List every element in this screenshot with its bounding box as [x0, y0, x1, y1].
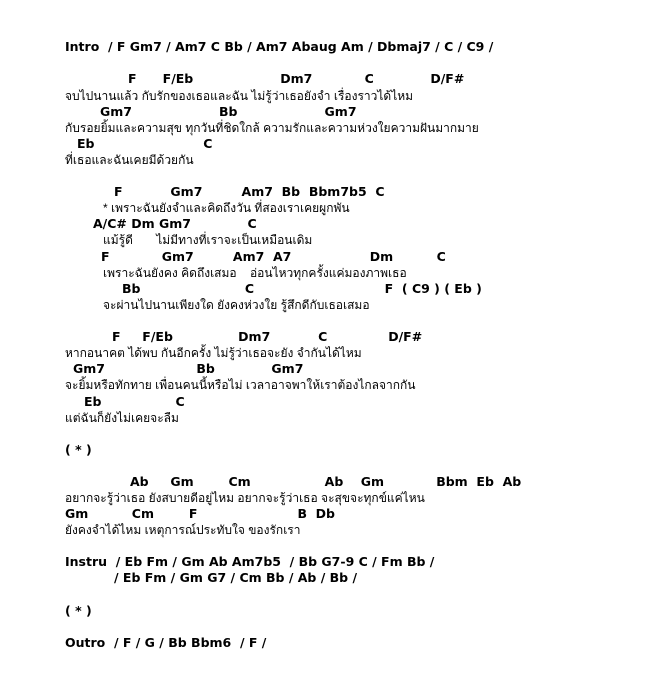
chord-line: A/C# Dm Gm7 C: [93, 216, 257, 231]
instrumental-line: / Eb Fm / Gm G7 / Cm Bb / Ab / Bb /: [114, 570, 358, 585]
chord-line: F F/Eb Dm7 C D/F#: [112, 329, 423, 344]
lyric-line: ยังคงจำได้ไหม เหตุการณ์ประทับใจ ของรักเรา: [65, 523, 301, 537]
lyric-line: จะผ่านไปนานเพียงใด ยังคงห่วงใย รู้สึกดีกับเธอเสมอ: [103, 298, 370, 312]
lyric-line: อยากจะรู้ว่าเธอ ยังสบายดีอยู่ไหม อยากจะรู้ว่าเธอ จะสุขจะทุกข์แค่ไหน: [65, 491, 425, 505]
outro-line: Outro / F / G / Bb Bbm6 / F /: [65, 635, 267, 650]
lyric-line: * เพราะฉันยังจำและคิดถึงวัน ที่สองเราเคยผูกพัน: [103, 201, 350, 215]
chord-line: Gm7 Bb Gm7: [100, 104, 357, 119]
chord-line: Eb C: [84, 394, 185, 409]
lyric-line: จะยิ้มหรือทักทาย เพื่อนคนนี้หรือไม่ เวลาอาจพาให้เราต้องไกลจากกัน: [65, 378, 416, 392]
chord-line: F F/Eb Dm7 C D/F#: [128, 71, 465, 86]
instrumental-line: Instru / Eb Fm / Gm Ab Am7b5 / Bb G7-9 C / Fm Bb /: [65, 554, 435, 569]
chord-line: Bb C F ( C9 ) ( Eb ): [122, 281, 482, 296]
chord-line: Gm7 Bb Gm7: [73, 361, 304, 376]
lyric-line: จบไปนานแล้ว กับรักของเธอและฉัน ไม่รู้ว่าเธอยังจำ เรื่องราวได้ไหม: [65, 89, 414, 103]
intro-line: Intro / F Gm7 / Am7 C Bb / Am7 Abaug Am / Dbmaj7 / C / C9 /: [65, 39, 494, 54]
lyric-line: แม้รู้ดี ไม่มีทางที่เราจะเป็นเหมือนเดิม: [103, 233, 313, 247]
lyric-line: กับรอยยิ้มและความสุข ทุกวันที่ชิดใกล้ ความรักและความห่วงใยความฝันมากมาย: [65, 121, 479, 135]
chord-line: F Gm7 Am7 A7 Dm C: [101, 249, 446, 264]
lyric-line: หากอนาคต ได้พบ กันอีกครั้ง ไม่รู้ว่าเธอจะยัง จำกันได้ไหม: [65, 346, 362, 360]
chorus-repeat-marker: ( * ): [65, 442, 92, 457]
chord-line: F Gm7 Am7 Bb Bbm7b5 C: [114, 184, 385, 199]
chord-line: Gm Cm F B Db: [65, 506, 336, 521]
lyric-line: ที่เธอและฉันเคยมีด้วยกัน: [65, 153, 194, 167]
lyric-line: แต่ฉันก็ยังไม่เคยจะลืม: [65, 411, 179, 425]
chorus-repeat-marker: ( * ): [65, 603, 92, 618]
lyric-line: เพราะฉันยังคง คิดถึงเสมอ อ่อนไหวทุกครั้งแค่มองภาพเธอ: [103, 266, 407, 280]
chord-line: Eb C: [77, 136, 213, 151]
chord-line: Ab Gm Cm Ab Gm Bbm Eb Ab: [130, 474, 522, 489]
